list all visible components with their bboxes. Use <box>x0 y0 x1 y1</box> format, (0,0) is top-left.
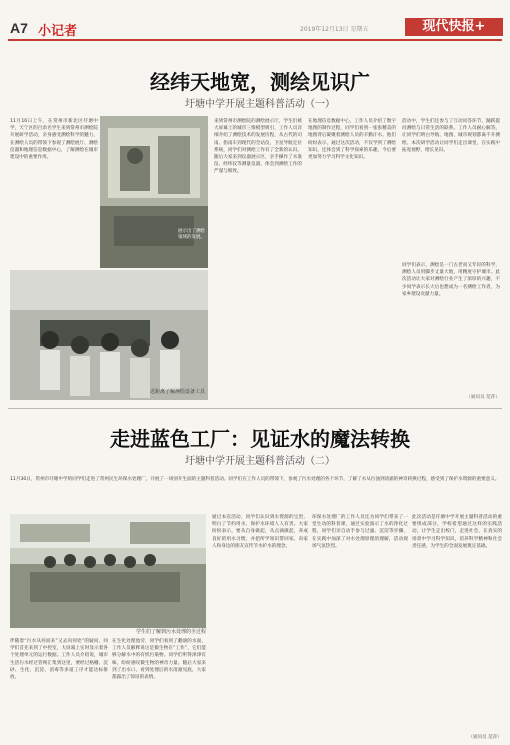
article2-intro: 11月30日，常州市圩塘中学的同学们走进了常州民生环保水处理厂，开展了一场别开生面的主题科普活动。同学们在工作人员的带领下，参观了污水处理的各个环节，了解了水从污浊到清澈的神奇转换过程，感受到了保护水资源的重要意义。 <box>10 477 500 482</box>
article1-byline: （通讯员 范萍） <box>466 395 500 400</box>
article1-photo1-caption: 展示出了测绘领域的发展。 <box>178 229 205 240</box>
article1-title: 经纬天地宽，测绘见识广 <box>150 70 370 94</box>
article2-col1: 伴随着“污水从何而来”又去向何处”的疑问，同学们首先来到了中控室，大屏幕上实时显示着各个处理单元的运行数据。工作人员介绍说，城市生活污水经过管网汇集到这里，要经过格栅、沉砂、生化、沉淀、消毒等多道工序才能达标排放。 <box>10 639 108 681</box>
article1-subtitle: 圩塘中学开展主题科普活动（一） <box>185 99 335 110</box>
article1-intro: 11月16日上午，在常州市新北区圩塘中学，天宁区的百余名学生来到常州市测绘院开展研学活动，亲身感受测绘科学的魅力，在测绘人员的带领下参观了测绘展厅、测绘仪器和地理信息数据中心，了解测绘在城市建设中的重要作用。 <box>10 119 98 161</box>
article1-col4: 活动中，学生们还参与了互动问答环节，踊跃提问测绘与日常生活的联系。工作人员耐心解答，让同学们明白导航、地图、城市规划都离不开测绘。本次研学活动让同学们走出课堂，在实践中拓宽视野，增长见识。 <box>402 119 500 153</box>
article-divider <box>8 408 502 409</box>
article2-subtitle: 圩塘中学开展主题科普活动（二） <box>185 456 335 467</box>
article1-photo-students <box>10 270 208 400</box>
article2-title: 走进蓝色工厂：见证水的魔法转换 <box>110 427 410 451</box>
issue-date: 2019年12月13日 星期五 <box>300 26 369 33</box>
article1-photo2-caption: 近距离了解测绘设备工具 <box>149 389 205 395</box>
article1-col2: 来到常州市测绘院的测绘展示厅，学生们被大屏幕上的城市三维模型吸引，工作人员详细介绍了测绘技术的发展历程，从古代的司南、指南车到现代的全站仪、卫星导航定位系统，同学们对测绘工作有了全新的认识。随后大家来到仪器展示区，亲手操作了水准仪、经纬仪等测量仪器，体会到测绘工作的严谨与细致。 <box>214 119 302 175</box>
article2-byline: （通讯员 范萍） <box>468 735 502 740</box>
header-rule <box>8 39 502 41</box>
section-title: 小记者 <box>38 24 78 39</box>
article2-col3: 通过本次活动，同学们认识到水资源的宝贵，明白了节约用水、保护水环境人人有责。大家纷纷表示，要从自身做起，从点滴做起，养成良好的用水习惯，并把所学知识带回家，向家人和身边的朋友宣传节水护水的理念。 <box>212 515 308 549</box>
article2-col2: 在生化处理池旁，同学们看到了翻滚的水面，工作人员解释说这是微生物在“工作”，它们能够分解水中的有机污染物。同学们听得津津有味，纷纷感叹微生物的神奇力量。随后大家来到了出水口，看到处理后的水清澈见底，大家都露出了惊讶的表情。 <box>112 639 206 681</box>
article2-photo-caption: 学生们了解到污水处理的全过程 <box>135 629 206 635</box>
article2-col4: 环保水处理厂的工作人员还为同学们带来了一堂生动的科普课，通过实验演示了水的净化过程，同学们亲自动手参与过滤、沉淀等步骤，在实践中加深了对水处理原理的理解，活动现场气氛热烈。 <box>312 515 408 549</box>
article2-photo-plant <box>10 514 206 628</box>
page-number: A7 <box>10 20 28 36</box>
article2-col5: 此次活动是圩塘中学开展主题科普活动的重要组成部分，学校希望通过这样的实践活动，让学生走出校门，走进社会，在真实的场景中学习科学知识，培养科学精神和社会责任感，为学生的全面发展奠定基础。 <box>412 515 502 549</box>
brand-logo: 现代快报+ <box>405 18 503 36</box>
article1-col3: 在地理信息数据中心，工作人员介绍了数字地图的制作过程，同学们看到一张张精美的地图背后凝聚着测绘人员的辛勤汗水。他们纷纷表示，通过这次活动，不仅学到了测绘知识，还体会到了科学探索的乐趣，今后要更加努力学习科学文化知识。 <box>308 119 396 161</box>
article1-col5: 同学们表示，测绘是一门古老而又年轻的科学，测绘人员用脚步丈量大地，用精度守护城市。此次活动让大家对测绘行业产生了浓厚的兴趣，不少同学表示长大后也想成为一名测绘工作者，为家乡建设贡献力量。 <box>402 263 500 297</box>
